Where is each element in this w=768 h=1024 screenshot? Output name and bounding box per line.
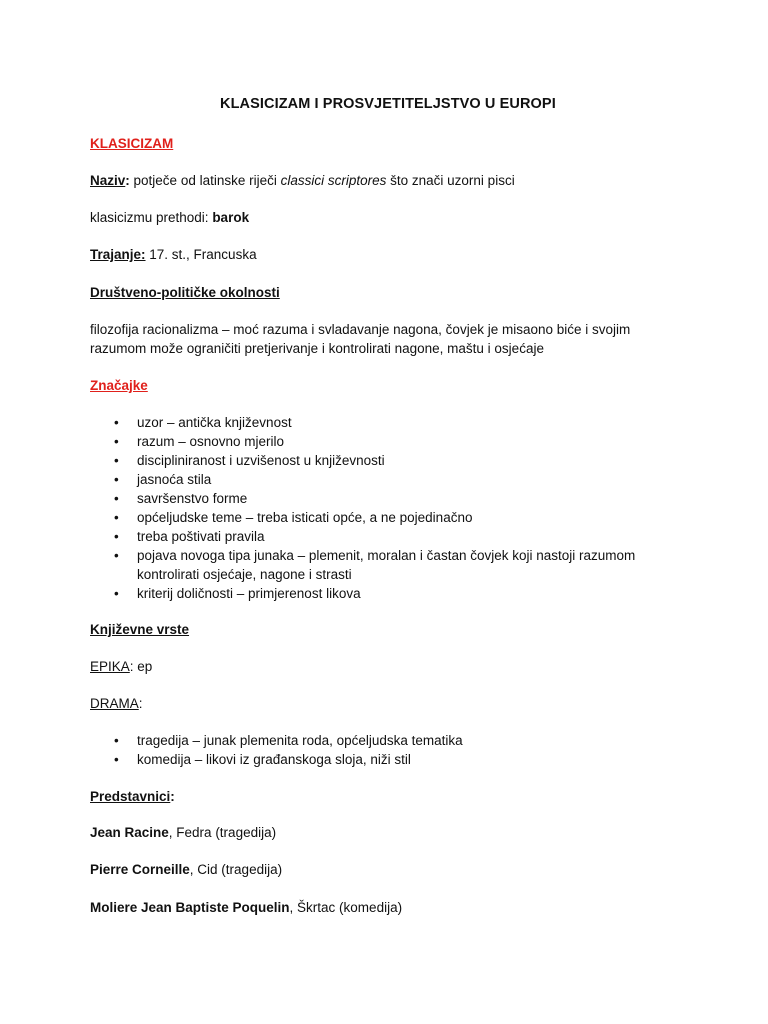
okolnosti-line-1: filozofija racionalizma – moć razuma i svladavanje nagona, čovjek je misaono biće i svojim	[90, 322, 631, 337]
section-heading-klasicizam: KLASICIZAM	[90, 136, 174, 151]
author-work: , Cid (tragedija)	[189, 862, 283, 877]
naziv-colon: :	[125, 173, 130, 188]
bullet-icon: •	[114, 510, 119, 525]
vrste-heading: Književne vrste	[90, 622, 190, 637]
author-work: , Škrtac (komedija)	[289, 900, 403, 915]
list-item: • jasnoća stila	[114, 472, 212, 487]
predstavnici-heading: Predstavnici	[90, 789, 171, 804]
list-item: • kriterij doličnosti – primjerenost likova	[114, 586, 361, 601]
bullet-icon: •	[114, 434, 119, 449]
predstavnik-racine	[90, 823, 276, 842]
trajanje-paragraph	[90, 245, 257, 264]
znacajke-heading: Značajke	[90, 378, 148, 393]
naziv-label: Naziv	[90, 173, 126, 188]
list-item: • općeljudske teme – treba isticati opće, a ne pojedinačno	[114, 510, 473, 525]
bullet-icon: •	[114, 586, 119, 601]
document-page	[90, 0, 690, 1024]
list-item: • razum – osnovno mjerilo	[114, 434, 285, 449]
znacajke-list	[90, 413, 690, 603]
document-title: KLASICIZAM I PROSVJETITELJSTVO U EUROPI	[220, 96, 556, 112]
list-item: • discipliniranost i uzvišenost u književnosti	[114, 453, 385, 468]
prethodi-paragraph	[90, 208, 249, 227]
bullet-icon: •	[114, 752, 119, 767]
author-name: Pierre Corneille	[90, 862, 190, 877]
epika-label: EPIKA	[90, 659, 130, 674]
bullet-icon: •	[114, 733, 119, 748]
author-work: , Fedra (tragedija)	[168, 825, 277, 840]
prethodi-text: klasicizmu prethodi:	[90, 210, 213, 225]
bullet-icon: •	[114, 453, 119, 468]
bullet-icon: •	[114, 548, 119, 563]
naziv-paragraph	[90, 171, 515, 190]
predstavnici-colon: :	[170, 789, 175, 804]
okolnosti-line-2: razumom može ograničiti pretjerivanje i kontrolirati nagone, maštu i osjećaje	[90, 341, 544, 356]
list-item: • treba poštivati pravila	[114, 529, 265, 544]
drama-line	[90, 694, 143, 713]
author-name: Jean Racine	[90, 825, 169, 840]
list-item: • komedija – likovi iz građanskoga sloja, niži stil	[114, 752, 411, 767]
predstavnik-moliere	[90, 898, 402, 917]
author-name: Moliere Jean Baptiste Poquelin	[90, 900, 290, 915]
predstavnik-corneille	[90, 860, 282, 879]
drama-colon: :	[138, 696, 143, 711]
list-item: • uzor – antička književnost	[114, 415, 292, 430]
list-item: • savršenstvo forme	[114, 491, 248, 506]
epika-line	[90, 657, 152, 676]
list-item: • tragedija – junak plemenita roda, općeljudska tematika	[114, 733, 463, 748]
trajanje-text: 17. st., Francuska	[145, 247, 257, 262]
bullet-icon: •	[114, 415, 119, 430]
epika-text: : ep	[129, 659, 153, 674]
naziv-text-before: potječe od latinske riječi	[129, 173, 281, 188]
bullet-icon: •	[114, 529, 119, 544]
naziv-text-after: što znači uzorni pisci	[386, 173, 515, 188]
prethodi-bold: barok	[212, 210, 250, 225]
drama-list	[90, 731, 690, 769]
trajanje-label: Trajanje:	[90, 247, 146, 262]
predstavnici-heading-line	[90, 787, 175, 806]
naziv-italic-term: classici scriptores	[280, 173, 387, 188]
bullet-icon: •	[114, 491, 119, 506]
bullet-icon: •	[114, 472, 119, 487]
list-item: • pojava novoga tipa junaka – plemenit, moralan i častan čovjek koji nastoji razumom kontrolirati osjećaje, nagone i strasti	[114, 548, 636, 582]
drama-label: DRAMA	[90, 696, 139, 711]
okolnosti-heading: Društveno-političke okolnosti	[90, 285, 280, 300]
list-item-continuation: kontrolirati osjećaje, nagone i strasti	[137, 567, 352, 582]
